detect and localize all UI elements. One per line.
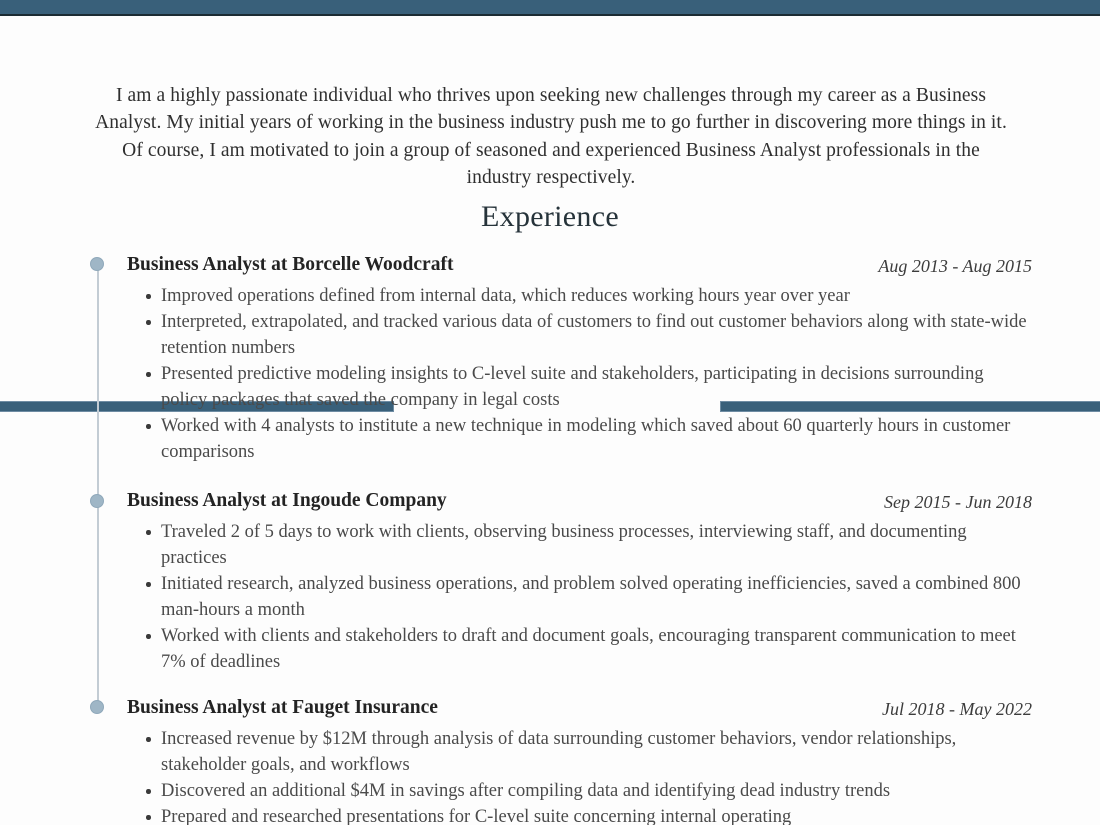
experience-section-header: [0, 196, 1100, 242]
list-item: Worked with clients and stakeholders to draft and document goals, encouraging transparent communication to meet 7% of deadlines: [161, 623, 1032, 675]
timeline-dot-3: [90, 700, 104, 714]
top-accent-bar: [0, 0, 1100, 16]
entry-header: [127, 252, 1032, 278]
list-item: Increased revenue by $12M through analysis of data surrounding customer behaviors, vendor relationships, stakeholder goals, and workflows: [161, 726, 1032, 778]
job-bullet-list: [127, 519, 1032, 675]
section-title: Experience: [481, 200, 619, 233]
job-bullet-list: [127, 283, 1032, 465]
entry-header: [127, 695, 1032, 721]
list-item: Interpreted, extrapolated, and tracked various data of customers to find out customer behaviors along with state-wide retention numbers: [161, 309, 1032, 361]
list-item: Initiated research, analyzed business operations, and problem solved operating inefficiencies, saved a combined 800 man-hours a month: [161, 571, 1032, 623]
list-item: Presented predictive modeling insights to C-level suite and stakeholders, participating in decisions surrounding policy packages that saved the company in legal costs: [161, 361, 1032, 413]
list-item: Traveled 2 of 5 days to work with clients, observing business processes, interviewing staff, and documenting practices: [161, 519, 1032, 571]
list-item: Prepared and researched presentations for C-level suite concerning internal operating: [161, 804, 1032, 825]
job-bullet-list: [127, 726, 1032, 825]
job-date-range: Jul 2018 - May 2022: [882, 699, 1032, 719]
job-date-range: Sep 2015 - Jun 2018: [884, 492, 1032, 512]
experience-entry-2: [127, 488, 1032, 675]
list-item: Discovered an additional $4M in savings after compiling data and identifying dead industry trends: [161, 778, 1032, 804]
experience-entry-1: [127, 252, 1032, 465]
timeline-track: [97, 258, 99, 710]
timeline-dot-2: [90, 494, 104, 508]
experience-entry-3: [127, 695, 1032, 825]
job-title: Business Analyst at Fauget Insurance: [127, 697, 438, 718]
list-item: Improved operations defined from internal data, which reduces working hours year over year: [161, 283, 1032, 309]
timeline-dot-1: [90, 257, 104, 271]
entry-header: [127, 488, 1032, 514]
list-item: Worked with 4 analysts to institute a new technique in modeling which saved about 60 quarterly hours in customer comparisons: [161, 413, 1032, 465]
professional-summary: I am a highly passionate individual who thrives upon seeking new challenges through my career as a Business Analyst. My initial years of working in the business industry push me to go further in discovering more things in it. Of course, I am motivated to join a group of seasoned and experienced Business Analyst professionals in the industry respectively.: [95, 84, 1007, 188]
job-title: Business Analyst at Borcelle Woodcraft: [127, 254, 454, 275]
job-title: Business Analyst at Ingoude Company: [127, 490, 447, 511]
job-date-range: Aug 2013 - Aug 2015: [878, 256, 1032, 276]
